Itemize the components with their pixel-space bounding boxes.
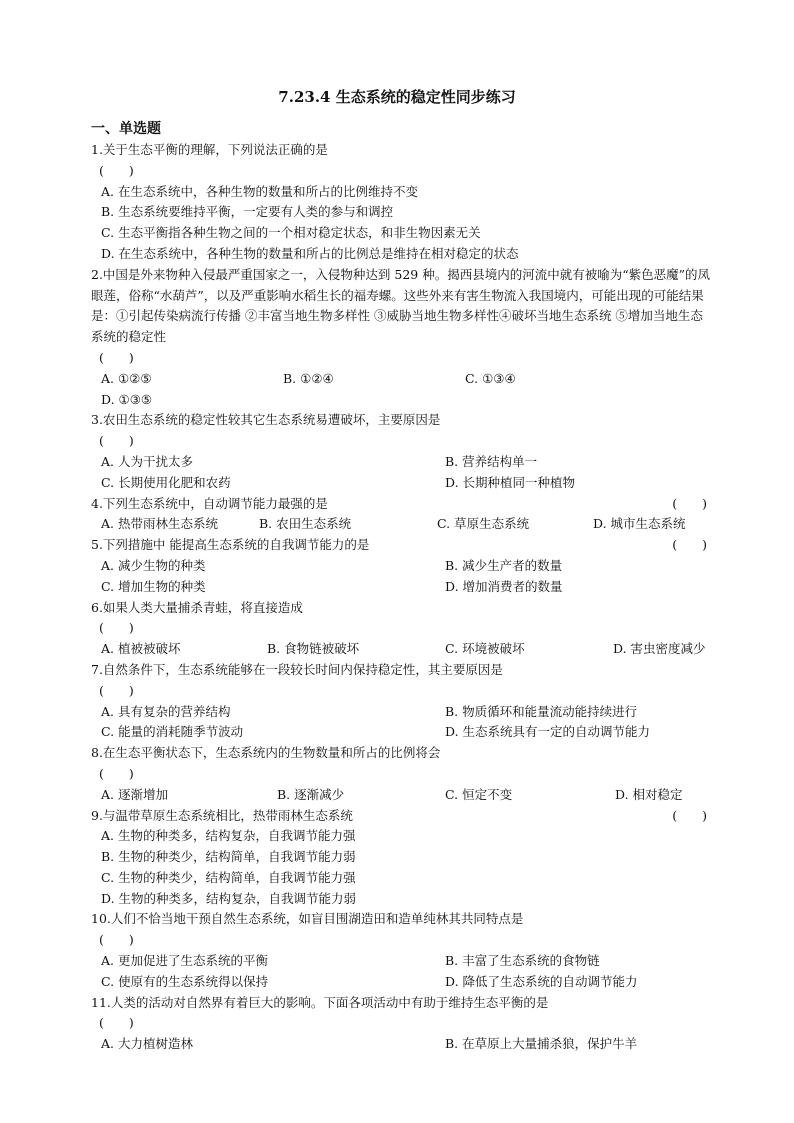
option-b: B. 农田生态系统: [259, 516, 352, 532]
option-d: D. 生态系统具有一定的自动调节能力: [445, 724, 651, 740]
answer-blank: ( ): [99, 765, 134, 781]
option-a: A. 在生态系统中，各种生物的数量和所占的比例维持不变: [101, 183, 418, 199]
question-stem: 1.关于生态平衡的理解，下列说法正确的是: [91, 142, 328, 157]
question-stem: 9.与温带草原生态系统相比，热带雨林生态系统: [91, 807, 353, 823]
question-stem: 10.人们不恰当地干预自然生态系统，如盲目围湖造田和造单纯林其共同特点是: [91, 911, 524, 927]
option-row: [91, 972, 711, 993]
question-stem: 7.自然条件下，生态系统能够在一段较长时间内保持稳定性，其主要原因是: [91, 661, 503, 677]
option-row: [91, 1034, 711, 1055]
option-b: B. 物质循环和能量流动能持续进行: [445, 703, 638, 719]
answer-blank: ( ): [99, 433, 134, 449]
question-7: [91, 660, 711, 743]
option-row: [91, 369, 711, 390]
option-c: C. 草原生态系统: [437, 516, 530, 532]
question-3: [91, 410, 711, 493]
question-stem-row: [91, 494, 711, 515]
option-b: B. 减少生产者的数量: [445, 557, 563, 573]
question-11: [91, 993, 711, 1055]
option-c: C. 生物的种类少，结构简单，自我调节能力强: [101, 869, 356, 885]
option-c: C. 恒定不变: [445, 786, 513, 802]
option-a: A. 热带雨林生态系统: [101, 516, 218, 532]
option-d: D. 降低了生态系统的自动调节能力: [445, 973, 638, 989]
option-d: D. 相对稳定: [615, 786, 683, 802]
option-row: [91, 473, 711, 494]
question-5: [91, 535, 711, 597]
option-a: A. 具有复杂的营养结构: [101, 703, 231, 719]
answer-blank: ( ): [672, 495, 707, 511]
option-b: B. 营养结构单一: [445, 453, 538, 469]
option-d: D. ①③⑤: [101, 391, 153, 407]
question-10: [91, 909, 711, 992]
question-stem: 3.农田生态系统的稳定性较其它生态系统易遭破坏，主要原因是: [91, 412, 441, 428]
option-c: C. 增加生物的种类: [101, 578, 206, 594]
answer-blank: ( ): [672, 807, 707, 823]
option-a: A. 减少生物的种类: [101, 557, 206, 573]
option-a: A. ①②⑤: [101, 370, 152, 386]
option-row: [91, 702, 711, 723]
question-stem-row: [91, 806, 711, 827]
option-a: A. 生物的种类多，结构复杂，自我调节能力强: [101, 828, 356, 844]
option-d: D. 害虫密度减少: [613, 641, 706, 657]
answer-blank: ( ): [99, 682, 134, 698]
option-a: A. 逐渐增加: [101, 786, 168, 802]
answer-blank: ( ): [672, 537, 707, 553]
question-stem-row: [91, 535, 711, 556]
option-d: D. 在生态系统中，各种生物的数量和所占的比例总是维持在相对稳定的状态: [101, 245, 519, 261]
question-6: [91, 598, 711, 660]
option-row: [91, 722, 711, 743]
option-row: [91, 452, 711, 473]
answer-blank: ( ): [99, 349, 134, 365]
option-b: B. 丰富了生态系统的食物链: [445, 953, 600, 969]
option-c: C. 长期使用化肥和农药: [101, 474, 231, 490]
option-c: C. 环境被破坏: [445, 641, 525, 657]
option-c: C. 生态平衡指各种生物之间的一个相对稳定状态，和非生物因素无关: [101, 225, 481, 241]
option-row: [91, 577, 711, 598]
option-b: B. 生物的种类少，结构简单，自我调节能力弱: [101, 849, 356, 865]
option-row: [91, 514, 711, 535]
answer-blank: ( ): [99, 932, 134, 948]
question-stem: 4.下列生态系统中，自动调节能力最强的是: [91, 495, 328, 511]
question-stem: 11.人类的活动对自然界有着巨大的影响。下面各项活动中有助于维持生态平衡的是: [91, 994, 549, 1010]
question-stem: 2.中国是外来物种入侵最严重国家之一，入侵物种达到 529 种。揭西县境内的河流中就有被喻为“紫色恶魔”的凤眼莲，俗称“水葫芦”，以及严重影响水稻生长的福寿螺。这些外来有害生物流入我国境内，可能出现的可能结果是：①引起传染病流行传播 ②丰富当地生物多样性 ③威胁当地生物多样性④破坏当地生态系统 ⑤增加当地生态系统的稳定性: [91, 266, 711, 345]
answer-blank: ( ): [99, 1015, 134, 1031]
option-d: D. 增加消费者的数量: [445, 578, 563, 594]
option-d: D. 长期种植同一种植物: [445, 474, 576, 490]
question-list: [91, 140, 711, 1055]
answer-blank: ( ): [99, 620, 134, 636]
option-c: C. 使原有的生态系统得以保持: [101, 973, 269, 989]
option-a: A. 人为干扰太多: [101, 453, 193, 469]
option-d: D. 城市生态系统: [593, 516, 686, 532]
option-c: C. 能量的消耗随季节波动: [101, 724, 244, 740]
option-d: D. 生物的种类多，结构复杂，自我调节能力弱: [101, 890, 357, 906]
question-stem: 8.在生态平衡状态下，生态系统内的生物数量和所占的比例将会: [91, 745, 441, 761]
question-stem: 5.下列措施中 能提高生态系统的自我调节能力的是: [91, 537, 370, 553]
question-2: [91, 265, 711, 411]
question-stem: 6.如果人类大量捕杀青蛙，将直接造成: [91, 599, 303, 615]
option-row: [91, 785, 711, 806]
option-b: B. 食物链被破坏: [267, 641, 360, 657]
option-b: B. 生态系统要维持平衡，一定要有人类的参与和调控: [101, 204, 394, 220]
option-row: [91, 951, 711, 972]
option-b: B. 逐渐减少: [277, 786, 345, 802]
option-a: A. 大力植树造林: [101, 1036, 193, 1052]
option-a: A. 更加促进了生态系统的平衡: [101, 953, 268, 969]
option-row: [91, 556, 711, 577]
option-b: B. 在草原上大量捕杀狼，保护牛羊: [445, 1036, 638, 1052]
question-4: [91, 494, 711, 536]
question-9: [91, 806, 711, 910]
answer-blank: ( ): [99, 162, 134, 178]
question-1: [91, 140, 711, 265]
document-title: 7.23.4 生态系统的稳定性同步练习: [278, 88, 516, 106]
option-b: B. ①②④: [283, 370, 334, 386]
option-row: [91, 639, 711, 660]
section-heading: 一、单选题: [91, 121, 161, 137]
question-8: [91, 743, 711, 805]
option-a: A. 植被被破坏: [101, 641, 181, 657]
option-c: C. ①③④: [465, 370, 516, 386]
